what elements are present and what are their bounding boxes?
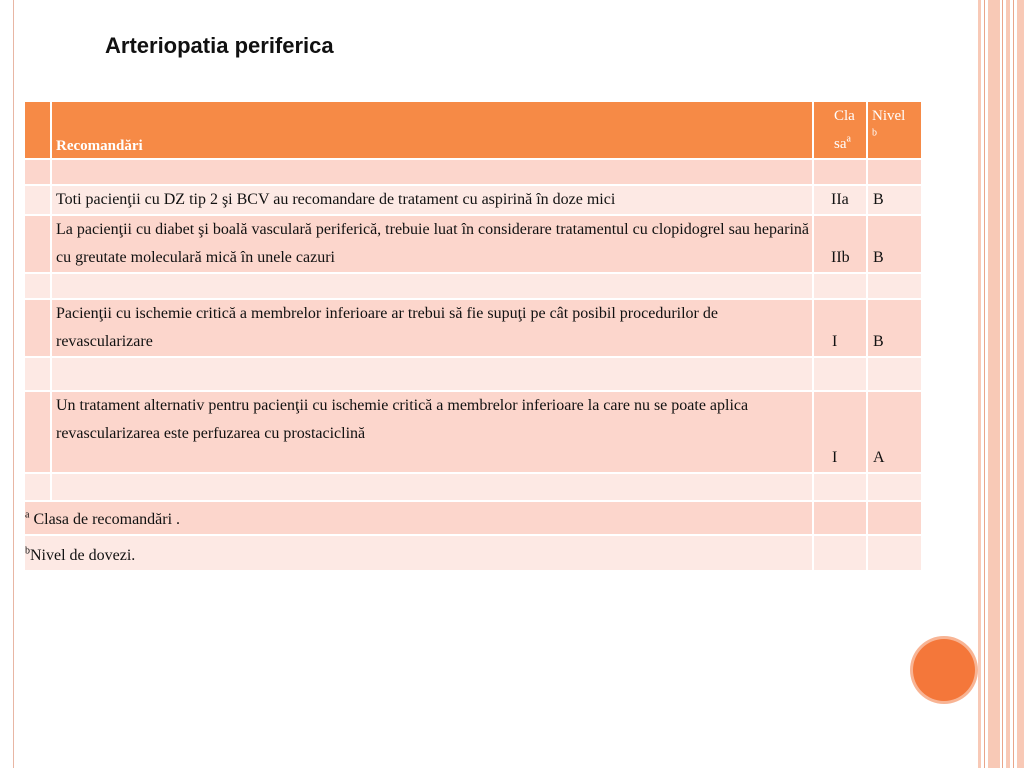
- table-row: [25, 392, 921, 474]
- row-text: La pacienţii cu diabet şi boală vasculară periferică, trebuie luat în considerare tratamentul cu clopidogrel sau heparină cu greutate moleculară mică în unele cazuri: [52, 216, 814, 274]
- slide-frame-right: [978, 0, 1024, 768]
- row-nivel: B: [868, 300, 921, 358]
- row-nivel: B: [868, 216, 921, 274]
- row-nivel: A: [868, 392, 921, 474]
- header-blank-cell: [25, 102, 52, 160]
- slide-title: Arteriopatia periferica: [105, 33, 334, 58]
- row-clasa: IIa: [814, 186, 868, 216]
- footnote-b: $^b$Nivel de dovezi.: [25, 536, 814, 572]
- footnote-a: $^a$ Clasa de recomandări .: [25, 502, 814, 536]
- recommendations-table: [25, 102, 921, 572]
- header-clasa: [814, 102, 868, 160]
- header-nivel: Nivel $^b$: [868, 102, 921, 160]
- row-text: Toti pacienţii cu DZ tip 2 şi BCV au recomandare de tratament cu aspirină în doze mici: [52, 186, 814, 216]
- row-text: Un tratament alternativ pentru pacienţii cu ischemie critică a membrelor inferioare la care nu se poate aplica revascularizarea este perfuzarea cu prostaciclină: [52, 392, 814, 474]
- table-row: [25, 216, 921, 274]
- footnote-row: [25, 536, 921, 572]
- row-clasa: I: [814, 300, 868, 358]
- header-clasa-label: Cla sa: [834, 108, 855, 152]
- row-clasa: I: [814, 392, 868, 474]
- row-text: Pacienţii cu ischemie critică a membrelor inferioare ar trebui să fie supuţi pe cât posibil procedurilor de revascularizare: [52, 300, 814, 358]
- table-row: [25, 186, 921, 216]
- table-header-row: [25, 102, 921, 160]
- table-row: [25, 300, 921, 358]
- table-row-spacer: [25, 358, 921, 392]
- footnote-row: [25, 502, 921, 536]
- decorative-circle: [913, 639, 975, 701]
- table-row-spacer: [25, 474, 921, 502]
- table-row-spacer: [25, 160, 921, 186]
- table-row-spacer: [25, 274, 921, 300]
- row-nivel: B: [868, 186, 921, 216]
- row-clasa: IIb: [814, 216, 868, 274]
- slide-frame-left: [0, 0, 14, 768]
- header-recomandari: Recomandări: [52, 102, 814, 160]
- header-clasa-sup: a: [846, 133, 851, 145]
